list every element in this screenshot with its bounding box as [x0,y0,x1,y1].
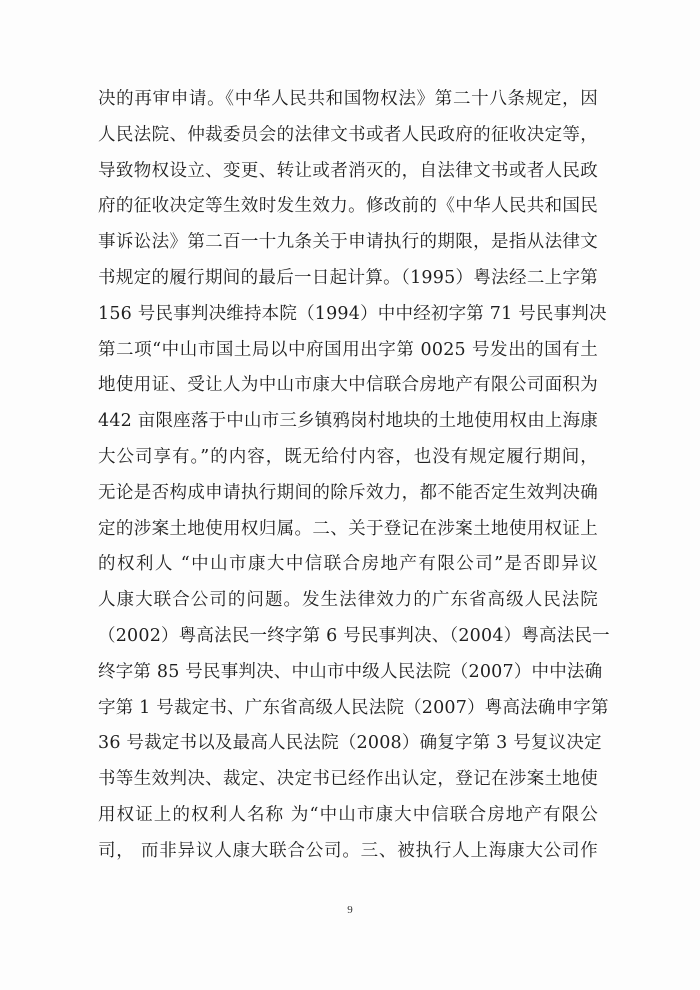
text-line: 书规定的履行期间的最后一日起计算。（1995）粤法经二上字第 [98,267,598,288]
text-line: 第二项“中山市国土局以中府国用出字第 0025 号发出的国有土 [98,339,598,360]
text-line: 终字第 85 号民事判决、中山市中级人民法院（2007）中中法确 [98,661,603,682]
text-line: 决的再审申请。《中华人民共和国物权法》第二十八条规定，因 [98,89,598,109]
text-line: 156 号民事判决维持本院（1994）中中经初字第 71 号民事判决 [98,303,607,324]
text-line: （2002）粤高法民一终字第 6 号民事判决、（2004）粤高法民一 [98,625,610,646]
text-line: 用权证上的权利人名称 为“中山市康大中信联合房地产有限公 [98,804,598,825]
text-line: 无论是否构成申请执行期间的除斥效力，都不能否定生效判决确 [98,482,598,503]
text-line: 大公司享有。”的内容，既无给付内容，也没有规定履行期间， [98,446,598,467]
text-line: 书等生效判决、裁定、决定书已经作出认定，登记在涉案土地使 [98,769,598,790]
text-line: 人民法院、仲裁委员会的法律文书或者人民政府的征收决定等， [98,124,598,145]
text-line: 导致物权设立、变更、转让或者消灭的，自法律文书或者人民政 [98,160,598,181]
text-line: 事诉讼法》第二百一十九条关于申请执行的期限，是指从法律文 [98,232,598,253]
text-line: 地使用证、受让人为中山市康大中信联合房地产有限公司面积为 [98,375,598,396]
page-number: 9 [347,904,353,916]
body-text [98,82,610,870]
text-line: 的权利人 “中山市康大中信联合房地产有限公司”是否即异议 [98,554,598,575]
text-line: 字第 1 号裁定书、广东省高级人民法院（2007）粤高法确申字第 [98,697,609,718]
text-line: 定的涉案土地使用权归属。二、关于登记在涉案土地使用权证上 [98,518,598,539]
text-line: 人康大联合公司的问题。发生法律效力的广东省高级人民法院 [98,590,598,611]
text-line: 府的征收决定等生效时发生效力。修改前的《中华人民共和国民 [98,196,598,217]
text-line: 442 亩限座落于中山市三乡镇鸦岗村地块的土地使用权由上海康 [98,411,598,432]
text-line: 36 号裁定书以及最高人民法院（2008）确复字第 3 号复议决定 [98,733,602,754]
text-line: 司， 而非异议人康大联合公司。三、被执行人上海康大公司作 [98,840,598,861]
